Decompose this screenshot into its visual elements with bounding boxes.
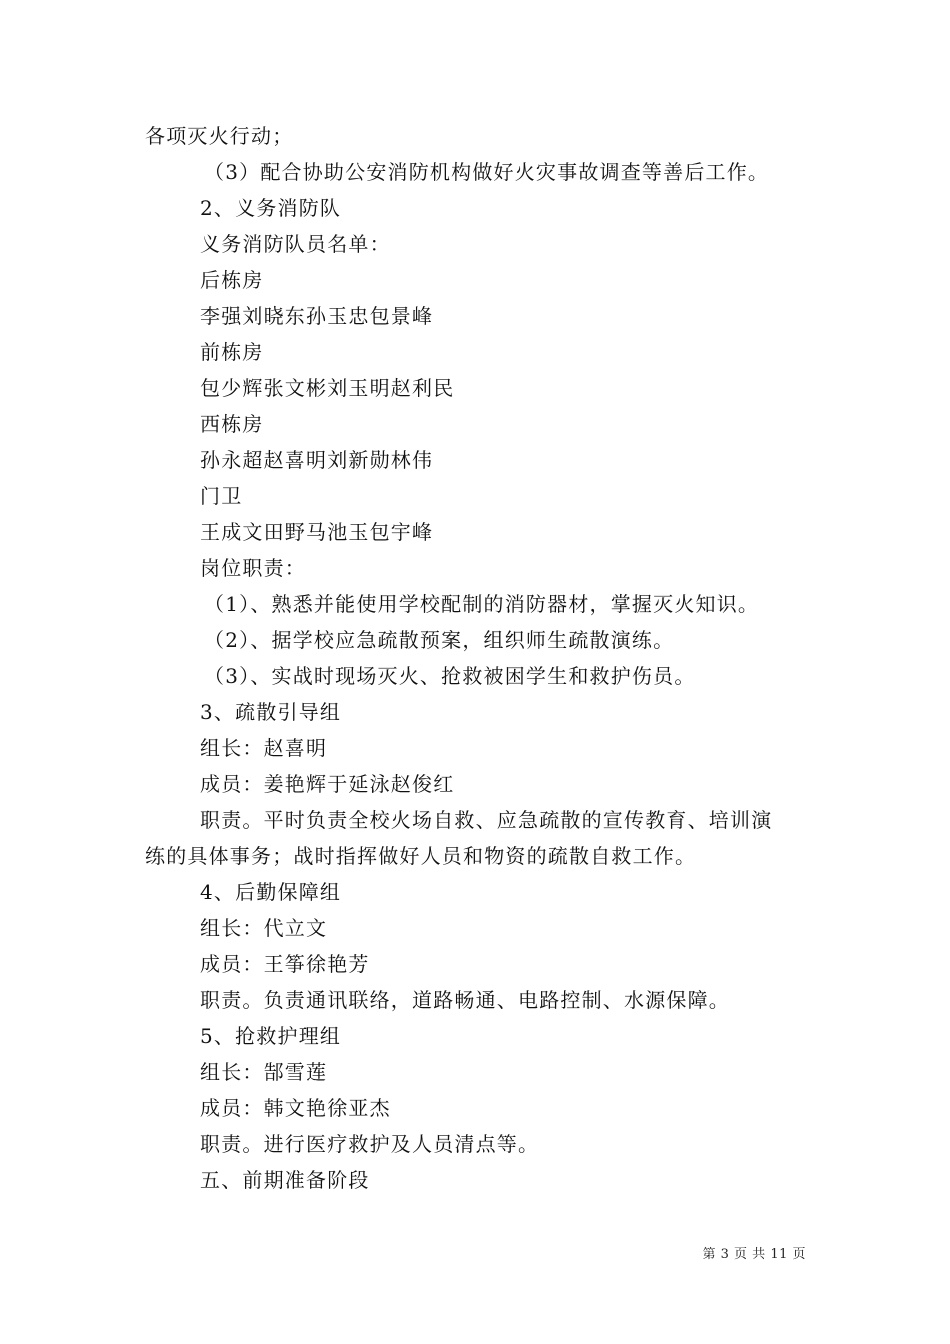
body-text-line: 门卫 [200, 484, 243, 508]
body-text-line: （1）、熟悉并能使用学校配制的消防器材，掌握灭火知识。 [204, 592, 760, 616]
body-text-line: （3）配合协助公安消防机构做好火灾事故调查等善后工作。 [204, 160, 770, 184]
section-heading: 4、后勤保障组 [200, 880, 342, 904]
body-text-line: 组长：郜雪莲 [200, 1060, 328, 1084]
body-text-line: 练的具体事务；战时指挥做好人员和物资的疏散自救工作。 [145, 844, 697, 868]
body-text-line: 成员：韩文艳徐亚杰 [200, 1096, 391, 1120]
body-text-line: 王成文田野马池玉包宇峰 [200, 520, 434, 544]
body-text-line: 孙永超赵喜明刘新勋林伟 [200, 448, 434, 472]
section-heading: 2、义务消防队 [200, 196, 342, 220]
body-text-line: 包少辉张文彬刘玉明赵利民 [200, 376, 455, 400]
body-text-line: 西栋房 [200, 412, 264, 436]
body-text-line: 后栋房 [200, 268, 264, 292]
body-text-line: 职责。进行医疗救护及人员清点等。 [200, 1132, 540, 1156]
body-text-line: 义务消防队员名单： [200, 232, 391, 256]
section-heading: 五、前期准备阶段 [200, 1168, 370, 1192]
section-heading: 5、抢救护理组 [200, 1024, 342, 1048]
body-text-line: 成员：姜艳辉于延泳赵俊红 [200, 772, 455, 796]
section-heading: 3、疏散引导组 [200, 700, 342, 724]
body-text-line: 组长：代立文 [200, 916, 328, 940]
page-number-footer: 第 3 页 共 11 页 [702, 1247, 806, 1262]
body-text-line: （2）、据学校应急疏散预案，组织师生疏散演练。 [204, 628, 675, 652]
body-text-line: 职责。负责通讯联络，道路畅通、电路控制、水源保障。 [200, 988, 730, 1012]
body-text-line: 成员：王筝徐艳芳 [200, 952, 370, 976]
body-text-line: 李强刘晓东孙玉忠包景峰 [200, 304, 434, 328]
body-text-line: 职责。平时负责全校火场自救、应急疏散的宣传教育、培训演 [200, 808, 773, 832]
body-text-line: 前栋房 [200, 340, 264, 364]
body-text-line: 岗位职责： [200, 556, 306, 580]
body-text-line: 各项灭火行动； [145, 124, 294, 148]
body-text-line: 组长：赵喜明 [200, 736, 328, 760]
body-text-line: （3）、实战时现场灭火、抢救被困学生和救护伤员。 [204, 664, 696, 688]
